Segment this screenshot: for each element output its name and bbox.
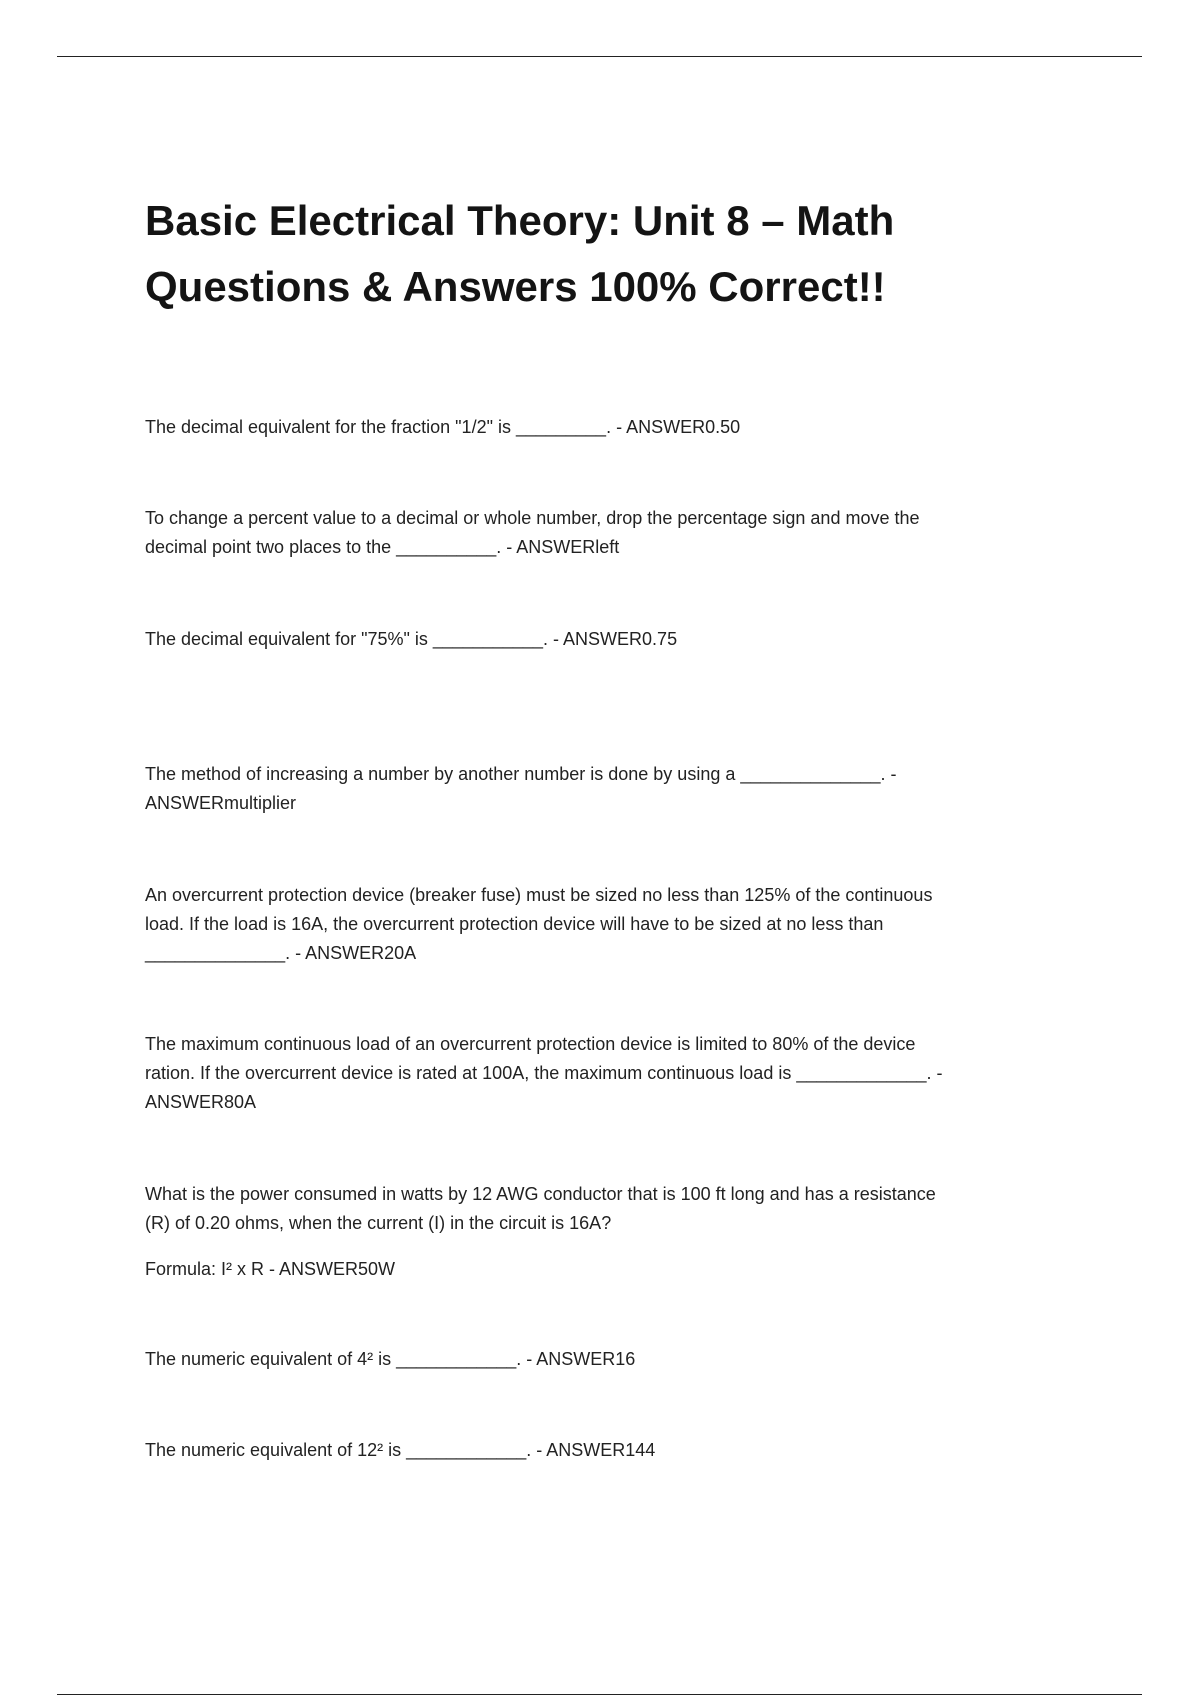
qa-text: ANSWER80A xyxy=(145,1092,257,1112)
qa-text: ration. If the overcurrent device is rated at 100A, the maximum continuous load is _____________. - xyxy=(145,1063,943,1083)
qa-item xyxy=(145,413,1045,442)
qa-text: ANSWERmultiplier xyxy=(145,793,297,813)
qa-item xyxy=(145,1180,1045,1238)
qa-text: The decimal equivalent for "75%" is ___________. - ANSWER0.75 xyxy=(145,629,678,649)
qa-text: What is the power consumed in watts by 12 AWG conductor that is 100 ft long and has a resistance xyxy=(145,1184,936,1204)
qa-item xyxy=(145,1030,1045,1117)
qa-item xyxy=(145,504,1045,562)
qa-item xyxy=(145,1345,1045,1374)
qa-text: decimal point two places to the __________. - ANSWERleft xyxy=(145,537,620,557)
qa-text: (R) of 0.20 ohms, when the current (I) in the circuit is 16A? xyxy=(145,1213,612,1233)
qa-item xyxy=(145,625,1045,654)
formula-line: Formula: I² x R - ANSWER50W xyxy=(145,1259,396,1279)
qa-text: ______________. - ANSWER20A xyxy=(145,943,417,963)
qa-text: An overcurrent protection device (breaker fuse) must be sized no less than 125% of the continuous xyxy=(145,885,933,905)
qa-text: To change a percent value to a decimal or whole number, drop the percentage sign and move the xyxy=(145,508,920,528)
qa-item xyxy=(145,881,1045,968)
qa-text: The numeric equivalent of 4² is ____________. - ANSWER16 xyxy=(145,1349,636,1369)
qa-text: The decimal equivalent for the fraction "1/2" is _________. - ANSWER0.50 xyxy=(145,417,741,437)
footer-rule xyxy=(57,1694,1142,1695)
title-line: Questions & Answers 100% Correct!! xyxy=(145,263,886,310)
qa-text: load. If the load is 16A, the overcurrent protection device will have to be sized at no less than xyxy=(145,914,884,934)
qa-text: The method of increasing a number by another number is done by using a ______________. - xyxy=(145,764,897,784)
qa-text: The maximum continuous load of an overcurrent protection device is limited to 80% of the device xyxy=(145,1034,916,1054)
page-title xyxy=(145,188,1045,320)
qa-text: The numeric equivalent of 12² is ____________. - ANSWER144 xyxy=(145,1440,656,1460)
title-line: Basic Electrical Theory: Unit 8 – Math xyxy=(145,197,895,244)
header-rule xyxy=(57,56,1142,57)
qa-item xyxy=(145,1436,1045,1465)
qa-item xyxy=(145,760,1045,818)
